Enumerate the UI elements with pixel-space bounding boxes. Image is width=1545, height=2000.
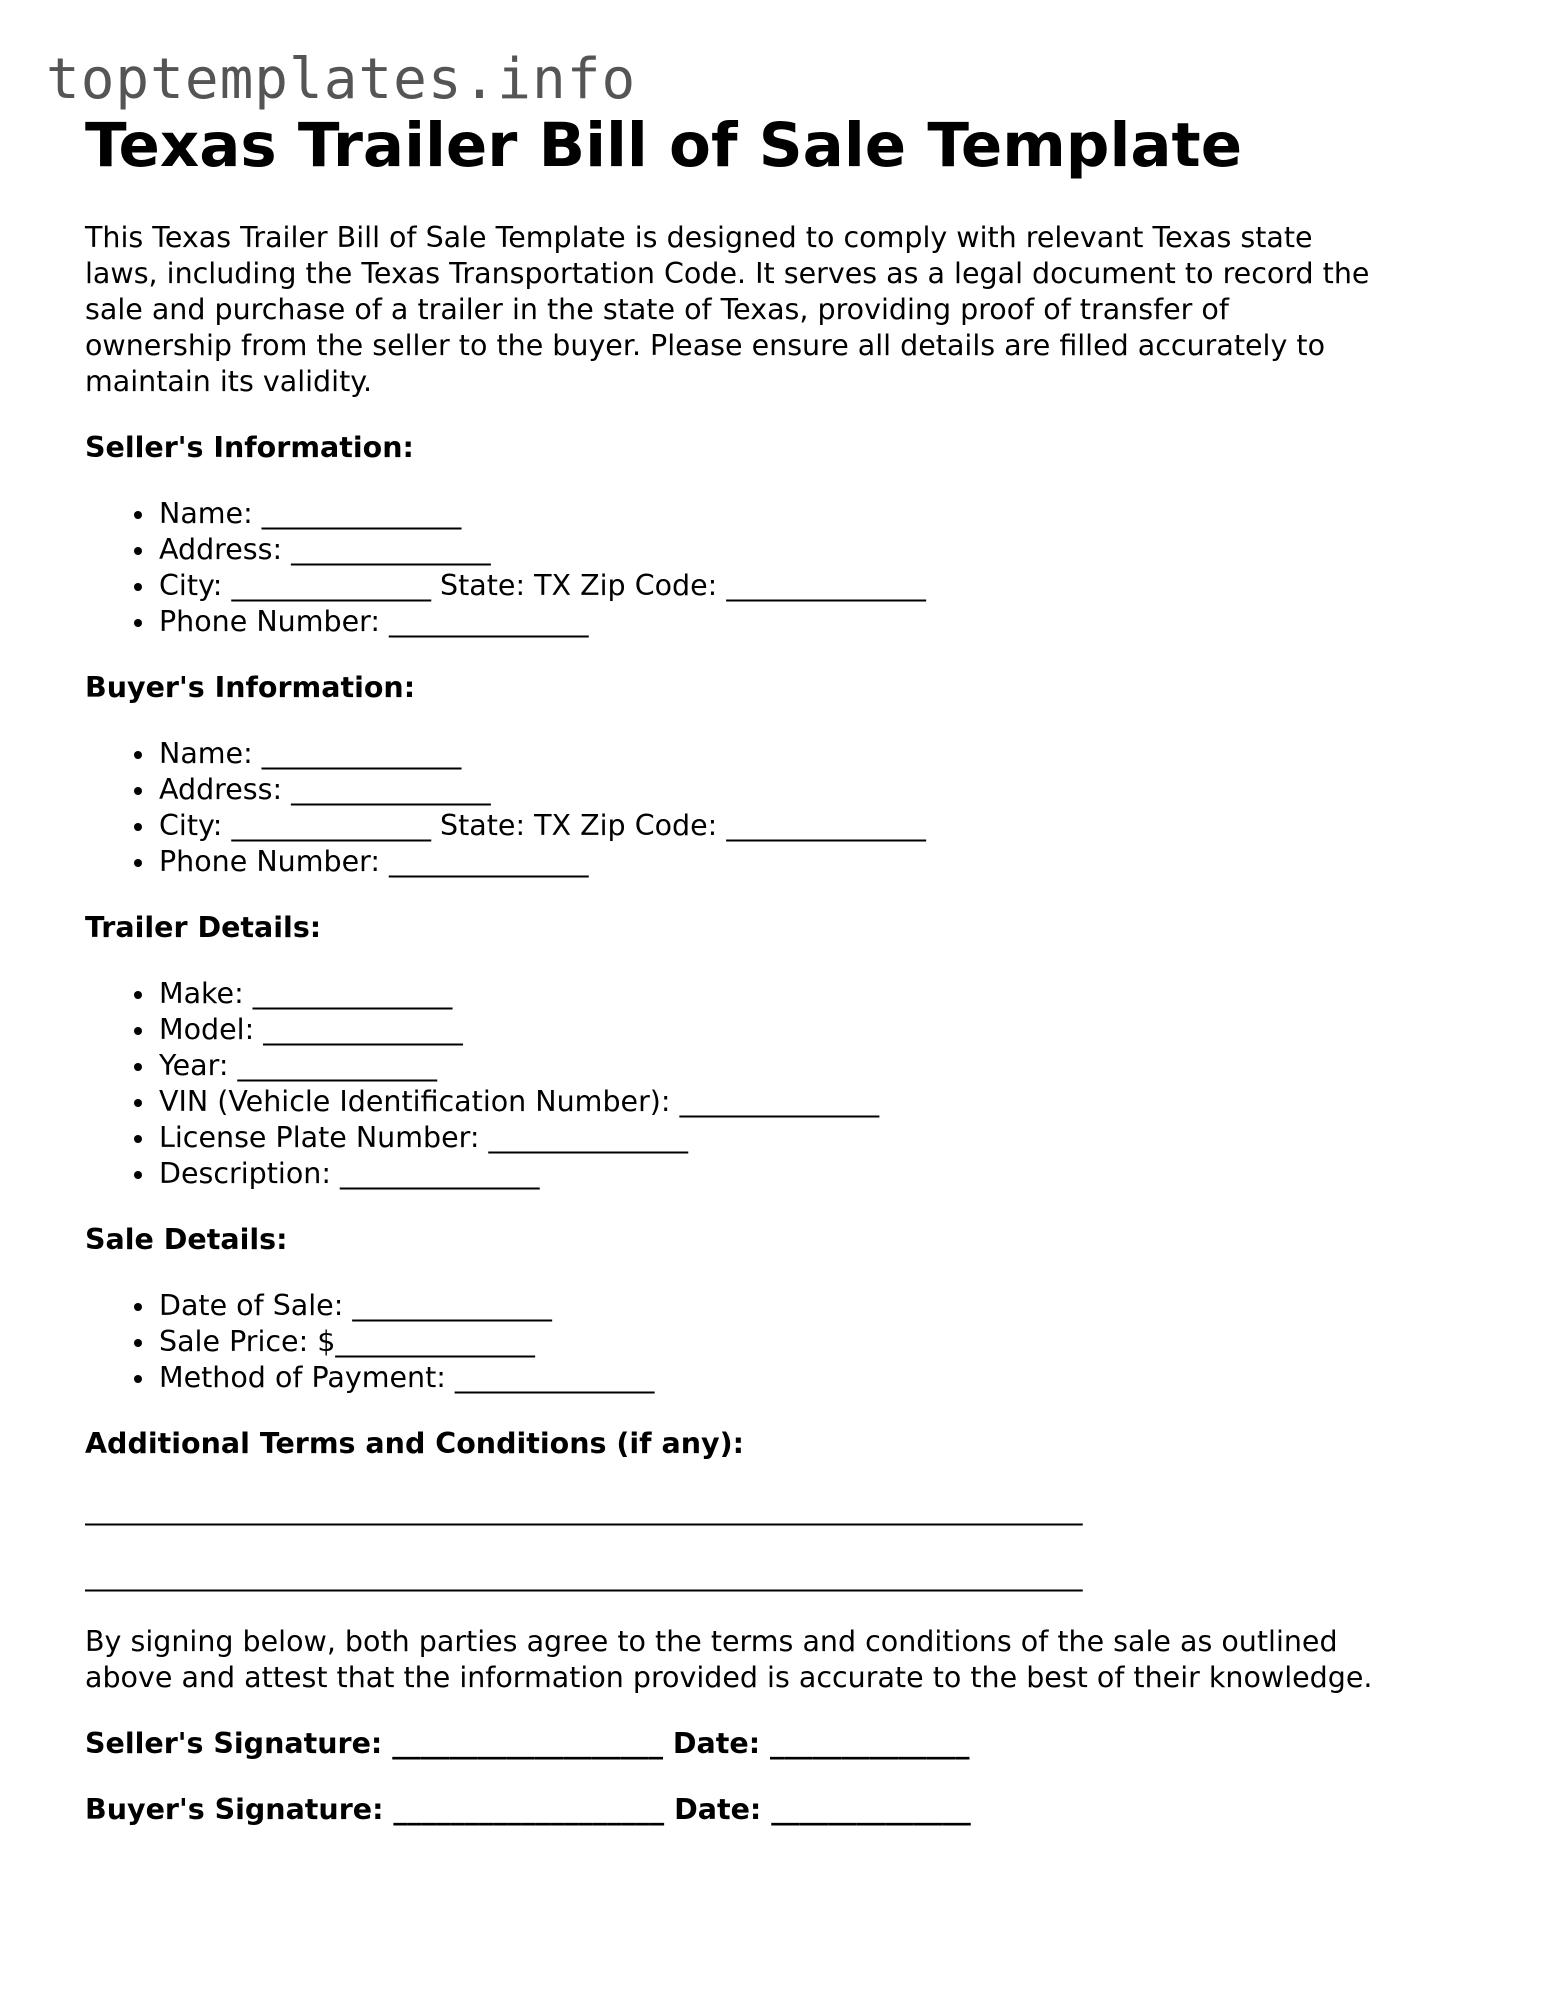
intro-line: ownership from the seller to the buyer. Please ensure all details are filled accurately to bbox=[85, 329, 1326, 362]
seller-info-list bbox=[85, 496, 1485, 640]
list-item: Description: ______________ bbox=[159, 1156, 1485, 1192]
trailer-details-list bbox=[85, 976, 1485, 1192]
closing-line: above and attest that the information provided is accurate to the best of their knowledge. bbox=[85, 1661, 1373, 1694]
list-item: City: ______________ State: TX Zip Code: ______________ bbox=[159, 808, 1485, 844]
sale-section-heading: Sale Details: bbox=[85, 1223, 288, 1256]
list-item: Phone Number: ______________ bbox=[159, 844, 1485, 880]
intro-line: This Texas Trailer Bill of Sale Template is designed to comply with relevant Texas state bbox=[85, 221, 1313, 254]
watermark-text: toptemplates.info bbox=[46, 47, 637, 112]
list-item: Address: ______________ bbox=[159, 772, 1485, 808]
buyer-info-list bbox=[85, 736, 1485, 880]
document-body bbox=[85, 110, 1485, 1828]
closing-paragraph bbox=[85, 1624, 1485, 1696]
seller-signature-line: Seller's Signature: ___________________ Date: ______________ bbox=[85, 1727, 970, 1760]
list-item: Sale Price: $______________ bbox=[159, 1324, 1485, 1360]
trailer-section-heading: Trailer Details: bbox=[85, 911, 322, 944]
list-item: License Plate Number: ______________ bbox=[159, 1120, 1485, 1156]
intro-line: laws, including the Texas Transportation Code. It serves as a legal document to record the bbox=[85, 257, 1370, 290]
list-item: Name: ______________ bbox=[159, 496, 1485, 532]
intro-line: sale and purchase of a trailer in the state of Texas, providing proof of transfer of bbox=[85, 293, 1229, 326]
list-item: Method of Payment: ______________ bbox=[159, 1360, 1485, 1396]
list-item: Date of Sale: ______________ bbox=[159, 1288, 1485, 1324]
list-item: Address: ______________ bbox=[159, 532, 1485, 568]
closing-line: By signing below, both parties agree to the terms and conditions of the sale as outlined bbox=[85, 1625, 1338, 1658]
terms-blank-line: ______________________________________________________________________ bbox=[85, 1493, 1083, 1526]
intro-paragraph bbox=[85, 220, 1485, 400]
list-item: Phone Number: ______________ bbox=[159, 604, 1485, 640]
sale-details-list bbox=[85, 1288, 1485, 1396]
list-item: City: ______________ State: TX Zip Code: ______________ bbox=[159, 568, 1485, 604]
list-item: Model: ______________ bbox=[159, 1012, 1485, 1048]
buyer-section-heading: Buyer's Information: bbox=[85, 671, 416, 704]
list-item: VIN (Vehicle Identification Number): ______________ bbox=[159, 1084, 1485, 1120]
seller-section-heading: Seller's Information: bbox=[85, 431, 414, 464]
terms-blank-line: ______________________________________________________________________ bbox=[85, 1559, 1083, 1592]
intro-line: maintain its validity. bbox=[85, 365, 373, 398]
list-item: Year: ______________ bbox=[159, 1048, 1485, 1084]
terms-section-heading: Additional Terms and Conditions (if any): bbox=[85, 1427, 745, 1460]
list-item: Name: ______________ bbox=[159, 736, 1485, 772]
document-title: Texas Trailer Bill of Sale Template bbox=[85, 110, 1243, 181]
buyer-signature-line: Buyer's Signature: ___________________ Date: ______________ bbox=[85, 1793, 971, 1826]
list-item: Make: ______________ bbox=[159, 976, 1485, 1012]
